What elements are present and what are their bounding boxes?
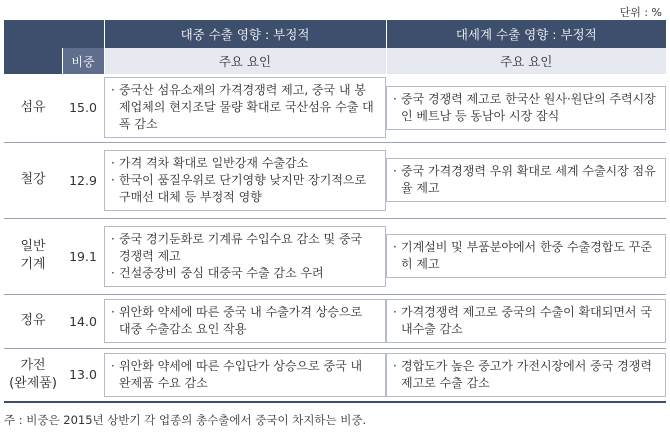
header-blank	[4, 20, 104, 48]
category-line: 일반	[20, 239, 46, 254]
row-factors-world	[386, 142, 666, 218]
row-factors-world	[386, 294, 666, 348]
bullet-icon: ·	[111, 83, 115, 98]
category-line: 기계	[20, 257, 46, 272]
factor-item	[111, 265, 377, 282]
factor-item	[393, 91, 657, 125]
factor-text: 건설중장비 중심 대중국 수출 감소 우려	[119, 265, 324, 280]
row-category	[4, 294, 62, 348]
factor-item	[393, 358, 657, 392]
factor-box	[386, 234, 666, 278]
row-category	[4, 218, 62, 294]
bullet-icon: ·	[393, 305, 397, 319]
row-factors-china	[104, 74, 386, 142]
row-factors-world	[386, 218, 666, 294]
factor-item	[111, 231, 377, 265]
header-factor-china: 주요 요인	[104, 48, 386, 74]
row-category	[4, 74, 62, 142]
factor-item	[111, 304, 377, 338]
factor-text: 중국 가격경쟁력 우위 확대로 세계 수출시장 점유율 제고	[401, 164, 656, 195]
factor-item	[393, 304, 657, 338]
bullet-icon: ·	[393, 240, 397, 254]
factor-box	[386, 158, 666, 202]
factor-text: 한국이 품질우위로 단기영향 낮지만 장기적으로 구매선 대체 등 부정적 영향	[119, 172, 367, 204]
factor-item	[111, 155, 377, 172]
factor-text: 기계설비 및 부품분야에서 한중 수출경합도 꾸준히 제고	[401, 240, 652, 271]
row-factors-china	[104, 348, 386, 402]
row-factors-china	[104, 218, 386, 294]
factor-text: 중국 경기둔화로 기계류 수입수요 감소 및 중국 경쟁력 제고	[119, 231, 363, 263]
factor-text: 중국산 섬유소재의 가격경쟁력 제고, 중국 내 봉제업체의 현지조달 물량 확대로 국산섬유 수출 대폭 감소	[119, 83, 374, 132]
factor-text: 위안화 약세에 따른 수입단가 상승으로 중국 내 완제품 수요 감소	[119, 358, 363, 390]
factor-box	[104, 150, 386, 211]
factor-text: 중국 경쟁력 제고로 한국산 원사·원단의 주력시장인 베트남 등 동남아 시장 잠식	[401, 91, 656, 123]
factor-box	[386, 86, 666, 130]
row-weight: 12.9	[62, 142, 104, 218]
factor-box	[104, 77, 386, 138]
factor-item	[393, 163, 657, 197]
bullet-icon: ·	[111, 155, 115, 170]
footnote: 주 : 비중은 2015년 상반기 각 업종의 총수출에서 중국이 차지하는 비중.	[4, 413, 367, 427]
header-china-group: 대중 수출 영향 : 부정적	[104, 20, 386, 48]
factor-text: 위안화 약세에 따른 중국 내 수출가격 상승으로 대중 수출감소 요인 작용	[119, 305, 363, 336]
impact-table	[4, 20, 666, 403]
category-line: 정유	[20, 313, 46, 328]
row-factors-world	[386, 74, 666, 142]
factor-box	[104, 353, 386, 397]
bullet-icon: ·	[111, 358, 115, 373]
bullet-icon: ·	[111, 231, 115, 246]
row-weight: 14.0	[62, 294, 104, 348]
row-category	[4, 348, 62, 402]
category-line: 가전	[20, 357, 46, 373]
bullet-icon: ·	[111, 305, 115, 319]
row-weight: 19.1	[62, 218, 104, 294]
factor-box	[386, 353, 666, 397]
row-weight: 15.0	[62, 74, 104, 142]
bullet-icon: ·	[393, 358, 397, 373]
factor-item	[393, 239, 657, 273]
bullet-icon: ·	[393, 164, 397, 178]
table-row	[4, 294, 666, 348]
table-row	[4, 218, 666, 294]
header-world-group: 대세계 수출 영향 : 부정적	[386, 20, 666, 48]
row-factors-world	[386, 348, 666, 402]
header-factor-world: 주요 요인	[386, 48, 666, 74]
bullet-icon: ·	[111, 172, 115, 187]
header-row-group	[4, 20, 666, 48]
row-category	[4, 142, 62, 218]
factor-text: 가격경쟁력 제고로 중국의 수출이 확대되면서 국내수출 감소	[401, 305, 652, 336]
bullet-icon: ·	[393, 91, 397, 106]
factor-box	[386, 299, 666, 343]
table-row	[4, 74, 666, 142]
factor-item	[111, 172, 377, 206]
category-line: 철강	[20, 172, 46, 187]
category-line: 섬유	[20, 99, 46, 115]
factor-item	[111, 82, 377, 133]
table-body	[4, 74, 666, 402]
unit-label: 단위 : %	[619, 6, 662, 19]
header-weight: 비중	[62, 48, 104, 74]
header-category-blank	[4, 48, 62, 74]
bullet-icon: ·	[111, 265, 115, 280]
row-factors-china	[104, 294, 386, 348]
row-factors-china	[104, 142, 386, 218]
table-row	[4, 348, 666, 402]
factor-box	[104, 226, 386, 287]
factor-text: 경합도가 높은 중고가 가전시장에서 중국 경쟁력 제고로 수출 감소	[401, 358, 652, 390]
factor-box	[104, 299, 386, 343]
table-row	[4, 142, 666, 218]
header-row-sub	[4, 48, 666, 74]
factor-text: 가격 격차 확대로 일반강재 수출감소	[119, 155, 309, 170]
category-line: (완제품)	[9, 375, 57, 391]
row-weight: 13.0	[62, 348, 104, 402]
factor-item	[111, 358, 377, 392]
